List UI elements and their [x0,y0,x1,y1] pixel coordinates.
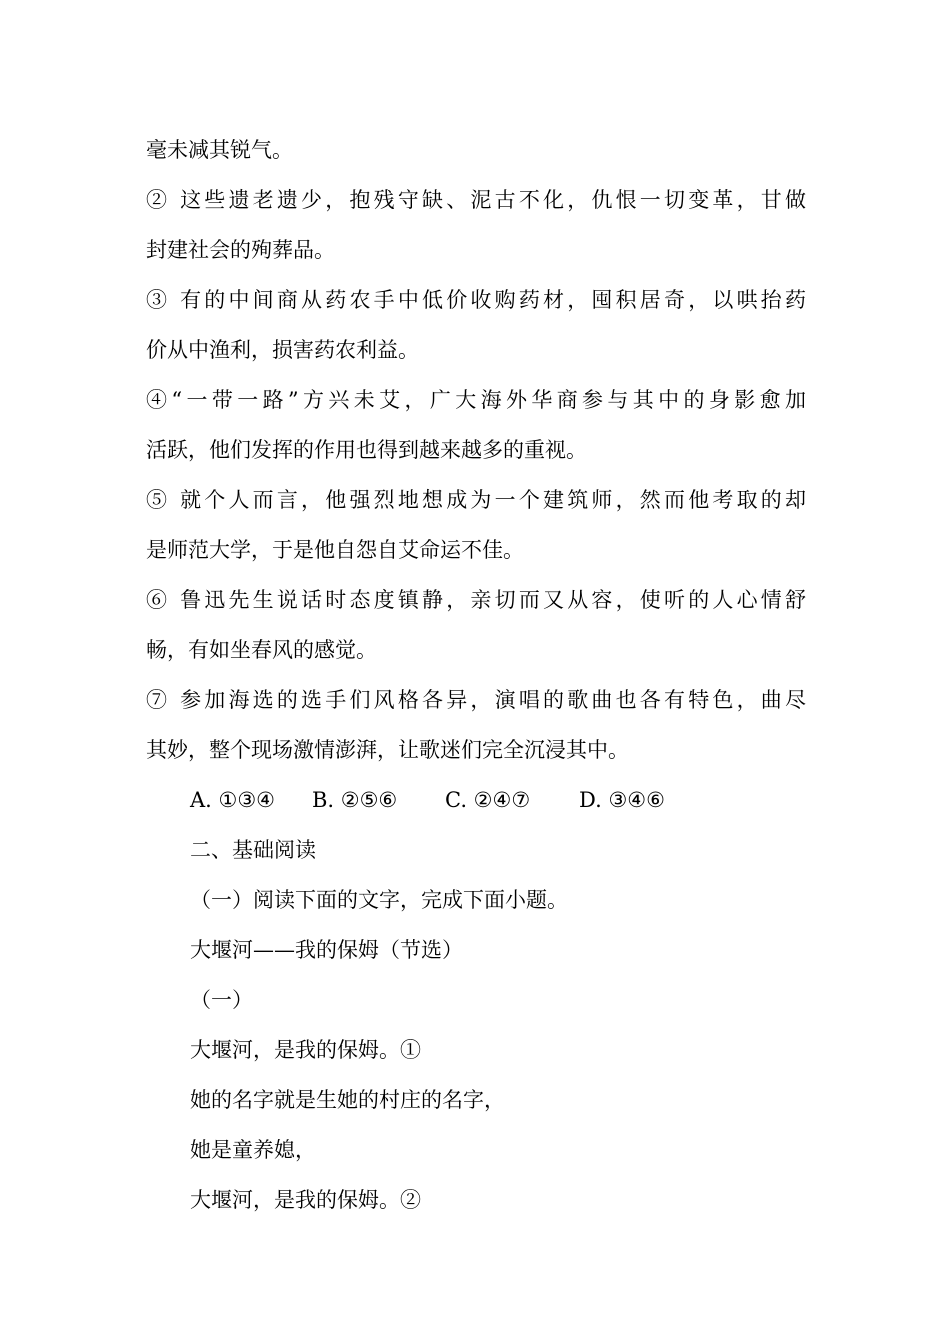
item-2-line-1: ② 这些遗老遗少，抱残守缺、泥古不化，仇恨一切变革，甘做 [146,188,806,212]
item-3-line-1: ③ 有的中间商从药农手中低价收购药材，囤积居奇，以哄抬药 [146,288,806,312]
item-2-line-2: 封建社会的殉葬品。 [146,238,335,262]
poem-title: 大堰河——我的保姆（节选） [190,938,463,962]
item-6-line-1: ⑥ 鲁迅先生说话时态度镇静，亲切而又从容，使听的人心情舒 [146,588,806,612]
item-7-line-2: 其妙，整个现场激情澎湃，让歌迷们完全沉浸其中。 [146,738,629,762]
item-5-line-2: 是师范大学，于是他自怨自艾命运不佳。 [146,538,524,562]
poem-line: 大堰河，是我的保姆。② [190,1188,421,1212]
item-5-line-1: ⑤ 就个人而言，他强烈地想成为一个建筑师，然而他考取的却 [146,488,806,512]
section-heading: 二、基础阅读 [190,838,316,862]
option-d: D. ③④⑥ [579,788,665,812]
poem-line: 她的名字就是生她的村庄的名字， [190,1088,505,1112]
poem-line: 大堰河，是我的保姆。① [190,1038,421,1062]
poem-line: 她是童养媳， [190,1138,316,1162]
item-3-line-2: 价从中渔利，损害药农利益。 [146,338,419,362]
item-6-line-2: 畅，有如坐春风的感觉。 [146,638,377,662]
poem-part-number: （一） [190,988,253,1012]
option-b: B. ②⑤⑥ [312,788,398,812]
option-c: C. ②④⑦ [445,788,531,812]
reading-instruction: （一）阅读下面的文字，完成下面小题。 [190,888,568,912]
item-7-line-1: ⑦ 参加海选的选手们风格各异，演唱的歌曲也各有特色，曲尽 [146,688,806,712]
item-4-line-2: 活跃，他们发挥的作用也得到越来越多的重视。 [146,438,587,462]
paragraph-continuation: 毫未减其锐气。 [146,138,293,162]
option-a: A. ①③④ [190,788,275,812]
item-4-line-1: ④“一带一路”方兴未艾，广大海外华商参与其中的身影愈加 [146,388,806,412]
